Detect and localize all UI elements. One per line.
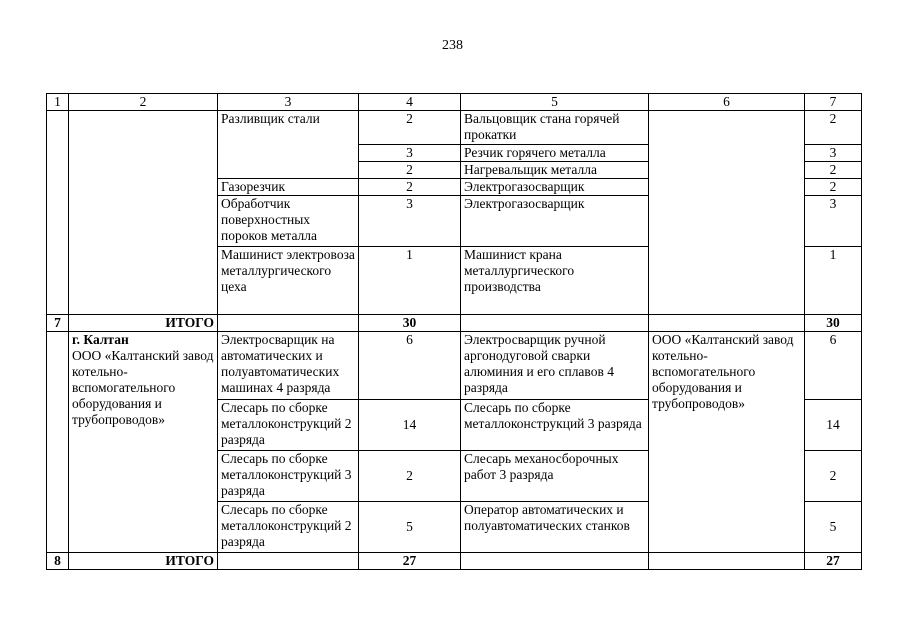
workers-count: 2 bbox=[359, 162, 461, 179]
empty-cell bbox=[47, 332, 69, 553]
empty-cell bbox=[461, 315, 649, 332]
organization-cell bbox=[69, 332, 218, 553]
trained-count: 2 bbox=[805, 451, 862, 502]
trained-count: 2 bbox=[805, 162, 862, 179]
workers-count: 2 bbox=[359, 111, 461, 145]
empty-cell bbox=[47, 111, 69, 315]
staff-table bbox=[46, 93, 862, 570]
total-label: ИТОГО bbox=[69, 315, 218, 332]
current-profession: Газорезчик bbox=[218, 179, 359, 196]
workers-count: 5 bbox=[359, 502, 461, 553]
header-cell: 3 bbox=[218, 94, 359, 111]
empty-cell bbox=[69, 111, 218, 315]
table-row bbox=[47, 111, 862, 145]
trained-count: 3 bbox=[805, 196, 862, 247]
workers-count: 14 bbox=[359, 400, 461, 451]
trained-count: 2 bbox=[805, 111, 862, 145]
current-profession: Электросварщик на автоматических и полуавтоматических машинах 4 разряда bbox=[218, 332, 359, 400]
header-cell: 2 bbox=[69, 94, 218, 111]
empty-cell bbox=[218, 315, 359, 332]
workers-count: 2 bbox=[359, 451, 461, 502]
new-profession: Слесарь по сборке металлоконструкций 3 разряда bbox=[461, 400, 649, 451]
current-profession: Обработчик поверхностных пороков металла bbox=[218, 196, 359, 247]
trained-count: 5 bbox=[805, 502, 862, 553]
header-row bbox=[47, 94, 862, 111]
workers-count: 3 bbox=[359, 196, 461, 247]
table-row bbox=[47, 332, 862, 400]
total-row bbox=[47, 553, 862, 570]
header-cell: 4 bbox=[359, 94, 461, 111]
new-profession: Слесарь механосборочных работ 3 разряда bbox=[461, 451, 649, 502]
new-profession: Электросварщик ручной аргонодуговой сварки алюминия и его сплавов 4 разряда bbox=[461, 332, 649, 400]
workers-count: 6 bbox=[359, 332, 461, 400]
city-name: г. Калтан bbox=[72, 332, 129, 347]
header-cell: 6 bbox=[649, 94, 805, 111]
current-profession: Слесарь по сборке металлоконструкций 3 разряда bbox=[218, 451, 359, 502]
trained-count: 14 bbox=[805, 400, 862, 451]
workers-count: 1 bbox=[359, 247, 461, 315]
total-workers: 30 bbox=[359, 315, 461, 332]
trained-count: 3 bbox=[805, 145, 862, 162]
header-cell: 7 bbox=[805, 94, 862, 111]
organization-name: ООО «Калтанский завод котельно-вспомогательного оборудования и трубопроводов» bbox=[72, 348, 214, 427]
new-profession: Резчик горячего металла bbox=[461, 145, 649, 162]
empty-cell bbox=[649, 315, 805, 332]
new-profession: Электрогазосварщик bbox=[461, 196, 649, 247]
empty-cell bbox=[461, 553, 649, 570]
total-number: 8 bbox=[47, 553, 69, 570]
trained-count: 6 bbox=[805, 332, 862, 400]
empty-cell bbox=[649, 111, 805, 315]
total-row bbox=[47, 315, 862, 332]
total-number: 7 bbox=[47, 315, 69, 332]
new-profession: Вальцовщик стана горячей прокатки bbox=[461, 111, 649, 145]
workers-count: 2 bbox=[359, 179, 461, 196]
header-cell: 5 bbox=[461, 94, 649, 111]
total-trained: 30 bbox=[805, 315, 862, 332]
empty-cell bbox=[218, 553, 359, 570]
employer-organization: ООО «Калтанский завод котельно-вспомогательного оборудования и трубопроводов» bbox=[649, 332, 805, 553]
new-profession: Машинист крана металлургического производства bbox=[461, 247, 649, 315]
trained-count: 2 bbox=[805, 179, 862, 196]
current-profession: Слесарь по сборке металлоконструкций 2 разряда bbox=[218, 400, 359, 451]
new-profession: Оператор автоматических и полуавтоматических станков bbox=[461, 502, 649, 553]
new-profession: Нагревальщик металла bbox=[461, 162, 649, 179]
total-label: ИТОГО bbox=[69, 553, 218, 570]
empty-cell bbox=[649, 553, 805, 570]
page-number: 238 bbox=[442, 38, 463, 53]
new-profession: Электрогазосварщик bbox=[461, 179, 649, 196]
current-profession: Слесарь по сборке металлоконструкций 2 разряда bbox=[218, 502, 359, 553]
total-trained: 27 bbox=[805, 553, 862, 570]
trained-count: 1 bbox=[805, 247, 862, 315]
header-cell: 1 bbox=[47, 94, 69, 111]
workers-count: 3 bbox=[359, 145, 461, 162]
current-profession: Машинист электровоза металлургического цеха bbox=[218, 247, 359, 315]
total-workers: 27 bbox=[359, 553, 461, 570]
current-profession: Разливщик стали bbox=[218, 111, 359, 179]
